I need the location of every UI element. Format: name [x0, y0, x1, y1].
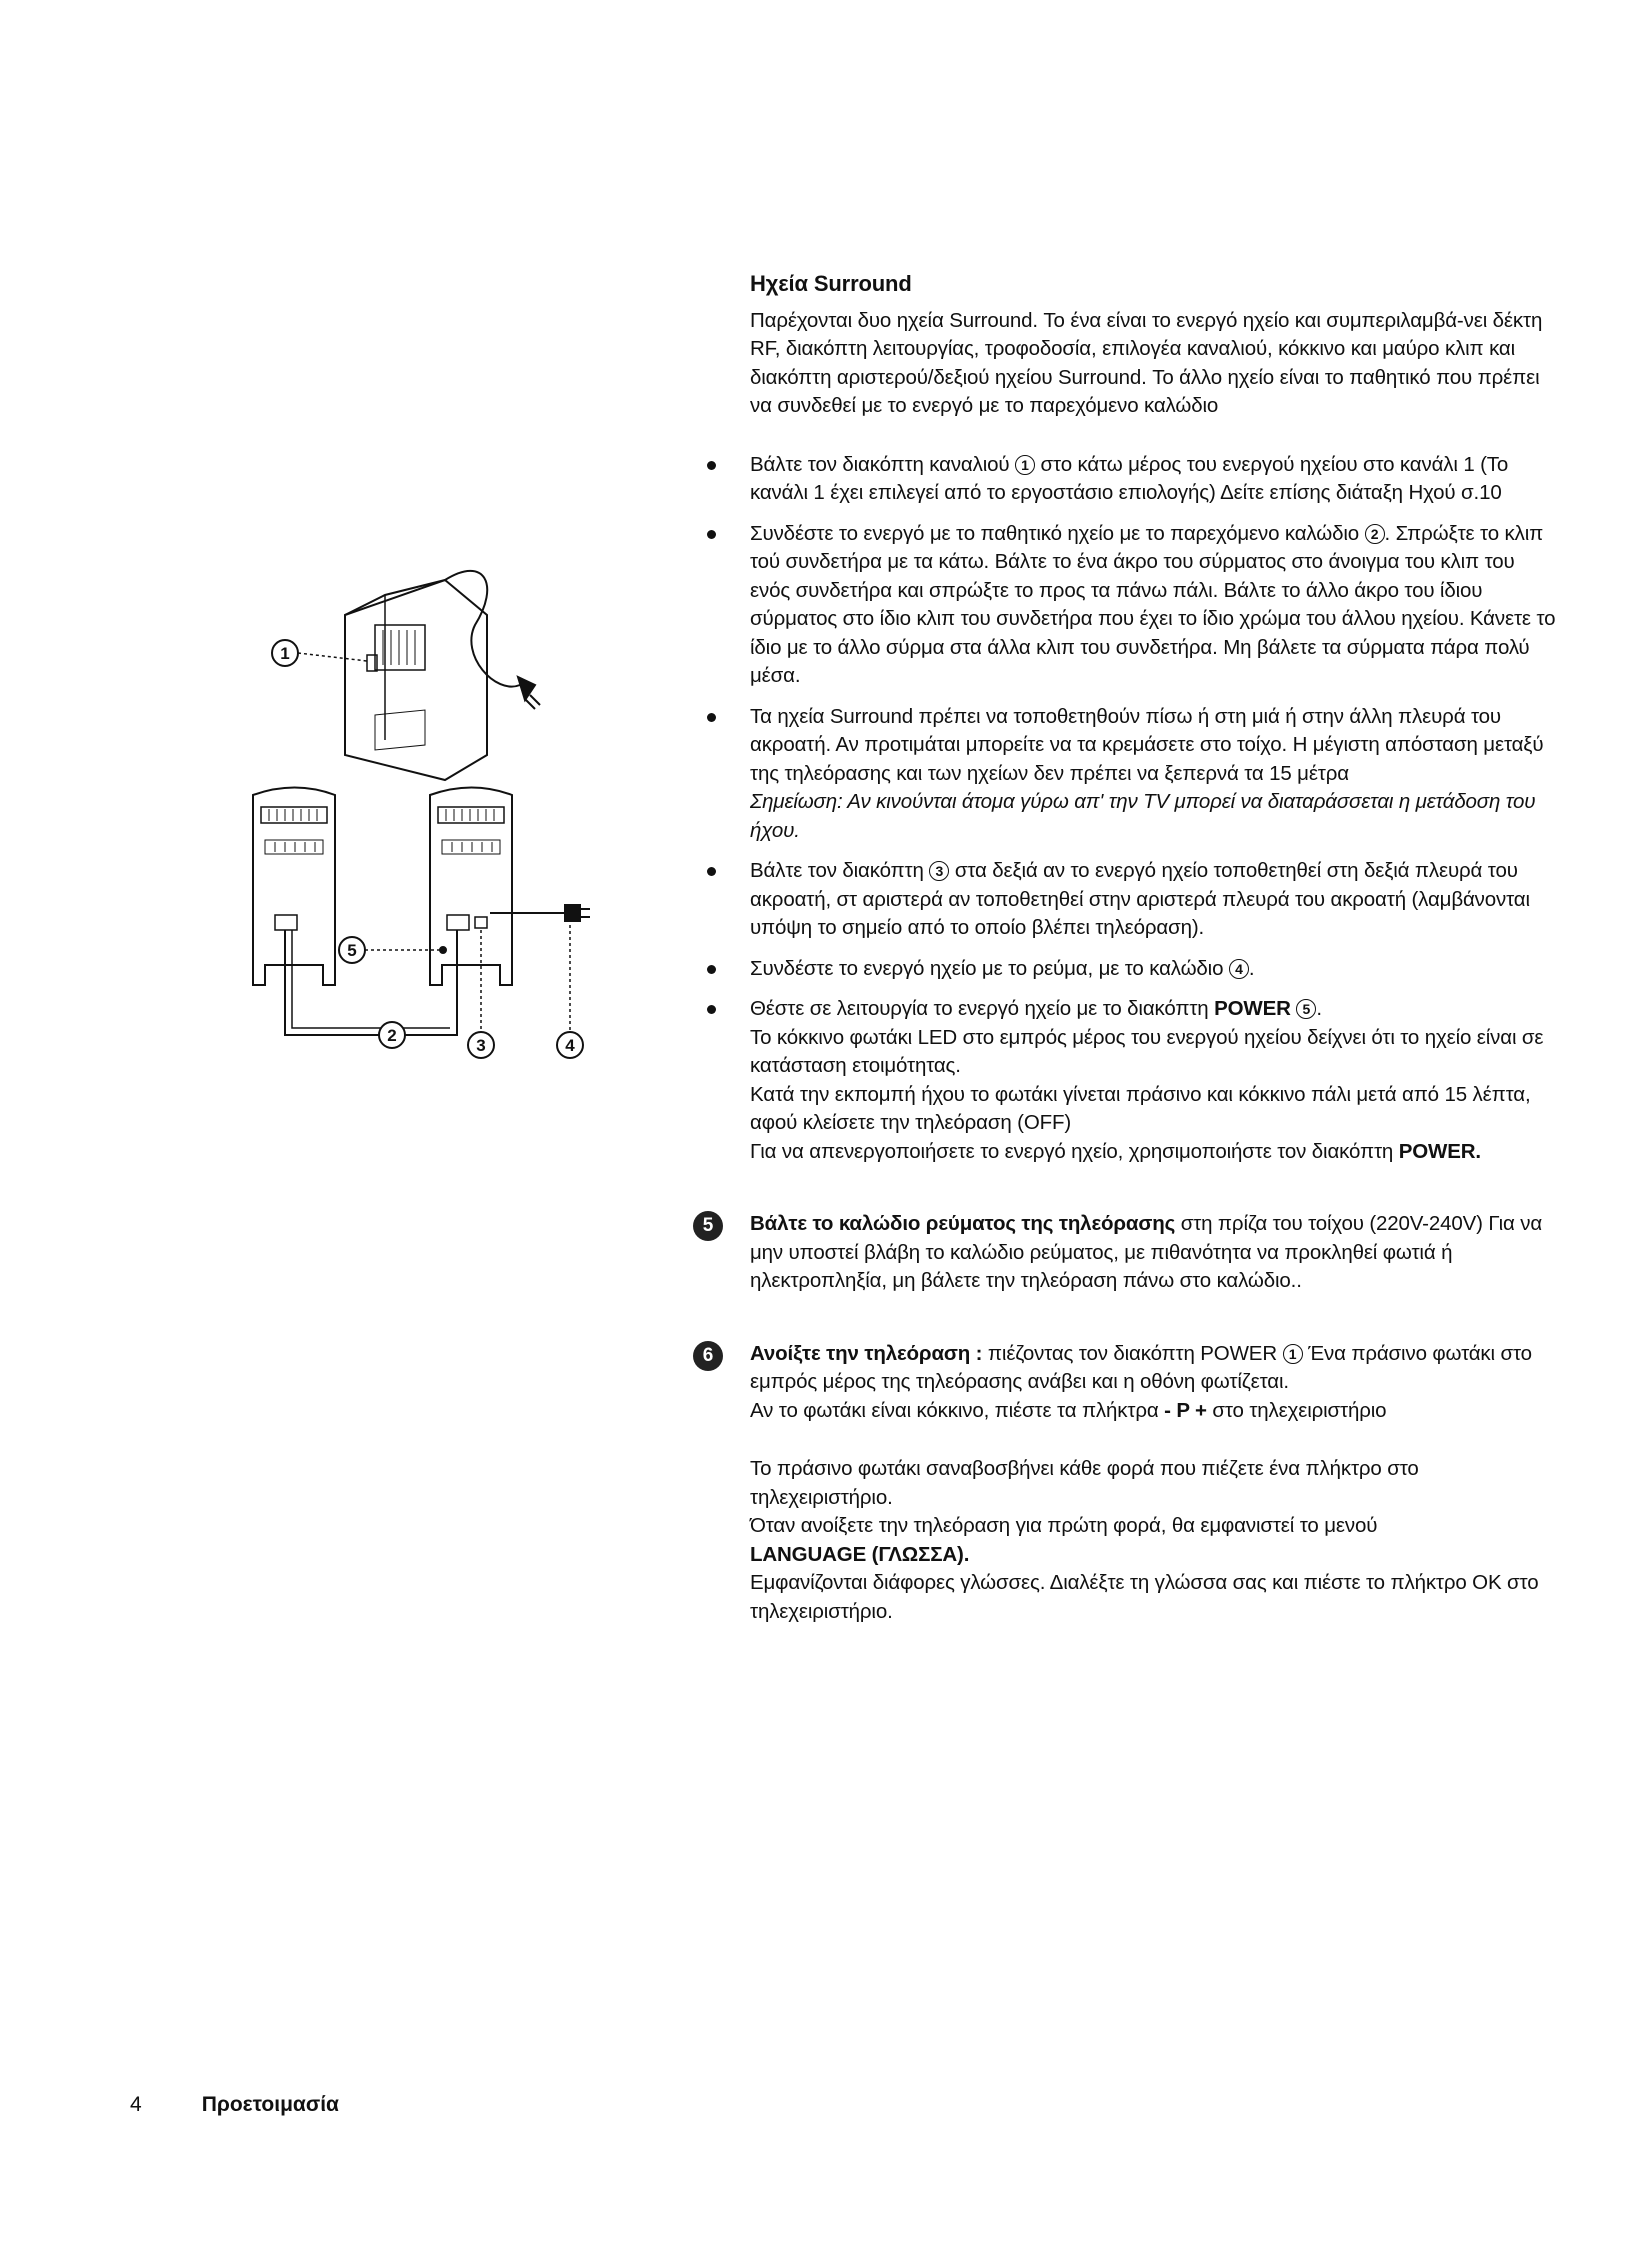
callout-4-label: 4 — [565, 1036, 575, 1055]
power-keyword: POWER. — [1398, 1139, 1481, 1163]
section-title: Ηχεία Surround — [750, 271, 912, 296]
language-menu-name: LANGUAGE (ΓΛΩΣΣΑ). — [750, 1542, 970, 1566]
callout-ref: 1 — [1015, 455, 1035, 475]
step-title: Ανοίξτε την τηλεόραση : — [750, 1341, 983, 1365]
callout-3-label: 3 — [476, 1036, 486, 1055]
callout-1-label: 1 — [280, 644, 290, 663]
bullet-text: Συνδέστε το ενεργό με το παθητικό ηχείο με το παρεχόμενο καλώδιο — [750, 521, 1359, 545]
callout-ref: 2 — [1365, 524, 1385, 544]
list-item — [750, 955, 1560, 984]
bullet-text: Κατά την εκπομπή ήχου το φωτάκι γίνεται πράσινο και κόκκινο πάλι μετά από 15 λέπτα, αφού κλείσετε την τηλεόραση (OFF) — [750, 1082, 1531, 1134]
step-number-badge: 5 — [693, 1211, 723, 1241]
bullet-text: στα δεξιά αν το ενεργό ηχείο τοποθετηθεί στη δεξιά πλευρά του ακροατή, στ αριστερά αν τοποθετηθεί στην αριστερά πλευρά του ακροατή (λαμβάνονται υπόψη το σημείο από το οποίο βλέπει τηλεόραση). — [750, 859, 1530, 939]
step-text: Ένα πράσινο φωτάκι στο εμπρός μέρος της τηλεόρασης ανάβει και η οθόνη φωτίζεται. — [750, 1341, 1532, 1393]
bullet-text: Θέστε σε λειτουργία το ενεργό ηχείο με το διακόπτη — [750, 997, 1209, 1020]
page-number: 4 — [130, 2093, 142, 2116]
active-speaker-rear-view — [345, 571, 540, 780]
list-item — [750, 451, 1560, 508]
list-item — [750, 703, 1560, 846]
step-text: πιέζοντας τον διακόπτη POWER — [987, 1341, 1277, 1365]
step-text: Αν το φωτάκι είναι κόκκινο, πιέστε τα πλήκτρα — [750, 1398, 1159, 1422]
page-footer — [130, 2093, 339, 2117]
step-number-badge: 6 — [693, 1341, 723, 1371]
callout-5-label: 5 — [347, 941, 357, 960]
list-item — [750, 520, 1560, 691]
step-text: στη πρίζα του τοίχου (220V-240V) Για να μην υποστεί βλάβη το καλώδιο ρεύματος, με πιθανότητα να προκληθεί φωτιά ή ηλεκτροπληξία, μη βάλετε την τηλεόραση πάνω στο καλώδιο.. — [750, 1212, 1543, 1292]
bullet-text: Το κόκκινο φωτάκι LED στο εμπρός μέρος του ενεργού ηχείου δείχνει ότι το ηχείο είναι σε κατάσταση ετοιμότητας. — [750, 1025, 1544, 1077]
note-text: Σημείωση: Αν κινούνται άτομα γύρω απ' την TV μπορεί να διαταράσσεται η μετάδοση του ήχου. — [750, 790, 1536, 842]
program-keys: - P + — [1164, 1398, 1207, 1422]
bullet-text: Για να απενεργοποιήσετε το ενεργό ηχείο, χρησιμοποιήστε τον διακόπτη — [750, 1139, 1394, 1163]
bullet-text: . — [1316, 997, 1322, 1020]
bullet-text: . Σπρώξτε το κλιπ τού συνδετήρα με τα κάτω. Βάλτε το ένα άκρο του σύρματος στο άνοιγμα του κλιπ του ενός συνδετήρα και σπρώξτε το προς τα πάνω πάλι. Βάλτε το άλλο άκρο του ίδιου σύρματος στο ίδιο κλιπ του συνδετήρα που έχει το ίδιο χρώμα του άλλου ηχείου. Κάνετε το ίδιο με το άλλο σύρμα στα άλλα κλιπ του συνδετήρα. Μη βάλετε τα σύρματα πάρα πολύ μέσα. — [750, 521, 1556, 687]
speaker-setup-illustration — [235, 545, 635, 1085]
step-text: Το πράσινο φωτάκι σαναβοσβήνει κάθε φορά που πιέζετε ένα πλήκτρο στο τηλεχειριστήριο. — [750, 1457, 1419, 1509]
step-5 — [702, 1210, 1560, 1296]
bullet-text: στο κάτω μέρος του ενεργού ηχείου στο κανάλι 1 (Το κανάλι 1 έχει επιλεγεί από το εργοστάσιο επιολογής) Δείτε επίσης διάταξη Ηχού σ.10 — [750, 452, 1509, 504]
bullet-text: Τα ηχεία Surround πρέπει να τοποθετηθούν πίσω ή στη μιά ή στην άλλη πλευρά του ακροατή. Αν προτιμάται μπορείτε να τα κρεμάσετε στο τοίχο. Η μέγιστη απόσταση μεταξύ της τηλεόρασης και των ηχείων δεν πρέπει να ξεπερνά τα 15 μέτρα — [750, 704, 1544, 785]
callout-2-label: 2 — [387, 1026, 397, 1045]
step-6 — [702, 1340, 1560, 1627]
instruction-list — [750, 451, 1560, 1167]
list-item — [750, 857, 1560, 943]
list-item — [750, 995, 1560, 1166]
bullet-text: Βάλτε τον διακόπτη — [750, 859, 924, 882]
chapter-title: Προετοιμασία — [201, 2093, 339, 2116]
content-column — [702, 270, 1560, 1626]
active-speaker — [430, 788, 512, 986]
passive-speaker — [253, 788, 335, 986]
callout-ref: 3 — [929, 861, 949, 881]
step-text: Εμφανίζονται διάφορες γλώσσες. Διαλέξτε τη γλώσσα σας και πιέστε το πλήκτρο ΟΚ στο τηλεχειριστήριο. — [750, 1571, 1539, 1623]
bullet-text: Βάλτε τον διακόπτη καναλιού — [750, 452, 1010, 476]
step-title: Βάλτε το καλώδιο ρεύματος της τηλεόρασης — [750, 1212, 1176, 1235]
bullet-text: Συνδέστε το ενεργό ηχείο με το ρεύμα, με το καλώδιο — [750, 956, 1224, 980]
power-keyword: POWER — [1214, 997, 1291, 1020]
callout-ref: 5 — [1296, 999, 1316, 1019]
callout-ref: 4 — [1229, 959, 1249, 979]
bullet-text: . — [1248, 956, 1255, 980]
step-text: στο τηλεχειριστήριο — [1212, 1398, 1387, 1422]
callout-ref: 1 — [1283, 1344, 1303, 1364]
section-intro: Παρέχονται δυο ηχεία Surround. Το ένα είναι το ενεργό ηχείο και συμπεριλαμβά-νει δέκτη RF, διακόπτη λειτουργίας, τροφοδοσία, επιλογέα καναλιού, κόκκινο και μαύρο κλιπ και διακόπτη αριστερού/δεξιού ηχείου Surround. Το άλλο ηχείο είναι το παθητικό που πρέπει να συνδεθεί με το ενεργό με το παρεχόμενο καλώδιο — [750, 308, 1543, 417]
step-text: Όταν ανοίξετε την τηλεόραση για πρώτη φορά, θα εμφανιστεί το μενού — [750, 1514, 1378, 1537]
